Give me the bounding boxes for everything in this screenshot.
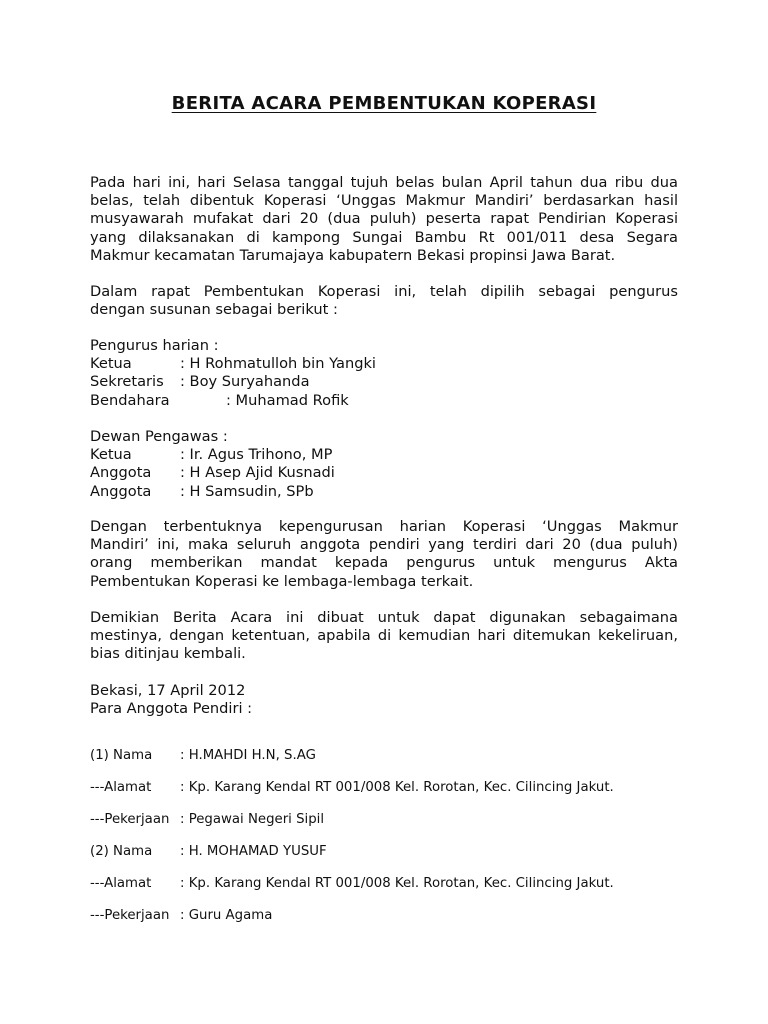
role-label: Anggota (90, 464, 152, 482)
signature-block (90, 682, 678, 718)
board-section (90, 337, 678, 410)
board-heading: Pengurus harian : (90, 337, 219, 354)
founder-label: (1) Nama (90, 748, 153, 763)
opening-paragraph (90, 174, 678, 265)
founder-label: ---Pekerjaan (90, 908, 170, 923)
board-row (90, 392, 678, 410)
closing-paragraph (90, 609, 678, 664)
paragraph-line: Dengan terbentuknya kepengurusan harian Koperasi ‘Unggas Makmur (90, 518, 678, 535)
paragraph-line: orang memberikan mandat kepada pengurus untuk mengurus Akta (90, 554, 678, 572)
role-label: Sekretaris (90, 373, 164, 391)
mandate-paragraph (90, 518, 678, 591)
document-title: BERITA ACARA PEMBENTUKAN KOPERASI (171, 93, 597, 114)
paragraph-line: mestinya, dengan ketentuan, apabila di kemudian hari ditemukan kekeliruan, (90, 627, 678, 645)
founder-row (90, 779, 614, 797)
founder-value: : H.MAHDI H.N, S.AG (180, 748, 316, 763)
paragraph-line: Demikian Berita Acara ini dibuat untuk dapat digunakan sebagaimana (90, 609, 678, 626)
paragraph-line: yang dilaksanakan di kampong Sungai Bambu Rt 001/011 desa Segara (90, 228, 678, 246)
paragraph-line: Pada hari ini, hari Selasa tanggal tujuh belas bulan April tahun dua ribu dua (90, 174, 678, 191)
supervisory-row (90, 483, 678, 501)
election-paragraph (90, 283, 678, 319)
paragraph-line: Mandiri’ ini, maka seluruh anggota pendiri yang terdiri dari 20 (dua puluh) (90, 536, 678, 554)
founder-row (90, 875, 614, 893)
founder-label: (2) Nama (90, 844, 153, 859)
paragraph-line: Dalam rapat Pembentukan Koperasi ini, telah dipilih sebagai pengurus (90, 283, 678, 300)
paragraph-line: bias ditinjau kembali. (90, 645, 246, 663)
supervisory-heading: Dewan Pengawas : (90, 428, 228, 445)
place-date: Bekasi, 17 April 2012 (90, 682, 246, 699)
board-row (90, 373, 678, 391)
board-row (90, 355, 678, 373)
role-value: : H Rohmatulloh bin Yangki (180, 355, 376, 373)
founders-heading: Para Anggota Pendiri : (90, 700, 253, 718)
role-value: : Boy Suryahanda (180, 373, 310, 391)
founder-row (90, 811, 324, 829)
role-label: Anggota (90, 482, 152, 500)
paragraph-line: Makmur kecamatan Tarumajaya kabupatern Bekasi propinsi Jawa Barat. (90, 246, 616, 264)
role-value: : H Asep Ajid Kusnadi (180, 464, 335, 482)
founder-value: : Pegawai Negeri Sipil (180, 812, 325, 827)
role-label: Bendahara (90, 391, 170, 409)
founder-row (90, 747, 316, 765)
paragraph-line: musyawarah mufakat dari 20 (dua puluh) peserta rapat Pendirian Koperasi (90, 210, 678, 228)
founder-label: ---Alamat (90, 780, 152, 795)
founder-value: : Kp. Karang Kendal RT 001/008 Kel. Rorotan, Kec. Cilincing Jakut. (180, 876, 614, 891)
role-label: Ketua (90, 446, 132, 464)
founder-label: ---Alamat (90, 876, 152, 891)
founder-value: : Kp. Karang Kendal RT 001/008 Kel. Rorotan, Kec. Cilincing Jakut. (180, 780, 614, 795)
paragraph-line: dengan susunan sebagai berikut : (90, 301, 338, 319)
founder-value: : Guru Agama (180, 908, 273, 923)
supervisory-row (90, 464, 678, 482)
supervisory-section (90, 428, 678, 501)
role-label: Ketua (90, 355, 132, 373)
founder-label: ---Pekerjaan (90, 812, 170, 827)
paragraph-line: belas, telah dibentuk Koperasi ‘Unggas Makmur Mandiri’ berdasarkan hasil (90, 192, 678, 210)
supervisory-row (90, 446, 678, 464)
role-value: : H Samsudin, SPb (180, 482, 314, 500)
role-value: : Ir. Agus Trihono, MP (180, 446, 333, 464)
founder-row (90, 843, 327, 861)
paragraph-line: Pembentukan Koperasi ke lembaga-lembaga terkait. (90, 572, 474, 590)
founder-row (90, 907, 272, 925)
founder-value: : H. MOHAMAD YUSUF (180, 844, 327, 859)
role-value: : Muhamad Rofik (226, 391, 349, 409)
